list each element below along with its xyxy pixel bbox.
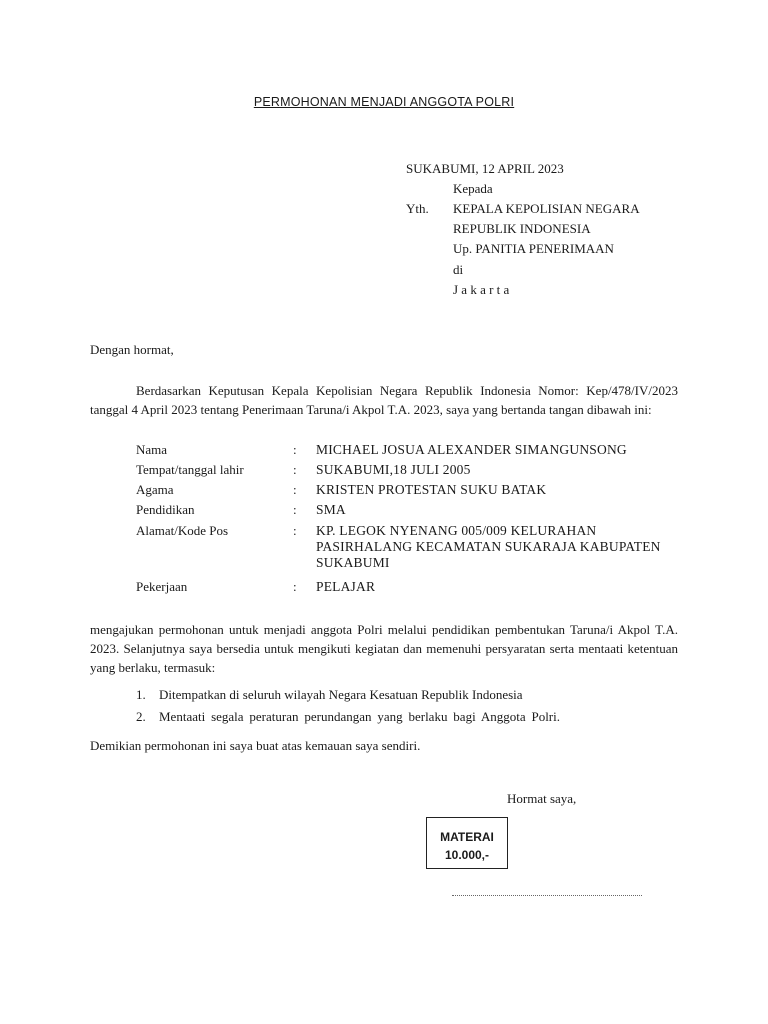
identity-colon: : [293, 442, 297, 457]
recipient-line: Up. PANITIA PENERIMAAN [453, 241, 614, 256]
recipient-line: di [453, 262, 464, 277]
recipient-yth: Yth. [406, 201, 429, 216]
greeting: Dengan hormat, [90, 342, 174, 357]
identity-colon: : [293, 579, 297, 594]
recipient-line: KEPALA KEPOLISIAN NEGARA [453, 201, 640, 216]
identity-value: PELAJAR [316, 579, 376, 594]
identity-label: Agama [136, 482, 174, 497]
list-number: 2. [136, 709, 146, 724]
place-date: SUKABUMI, 12 APRIL 2023 [406, 161, 564, 176]
identity-value: SMA [316, 502, 346, 517]
body-paragraph: mengajukan permohonan untuk menjadi anggota Polri melalui pendidikan pembentukan Taruna/i Akpol T.A. 2023. Selanjutnya saya bersedia untuk mengikuti kegiatan dan memenuhi persyaratan serta mentaati ketentuan yang berlaku, termasuk: [90, 622, 678, 675]
list-text: Mentaati segala peraturan perundangan yang berlaku bagi Anggota Polri. [159, 709, 560, 724]
identity-colon: : [293, 502, 297, 517]
identity-value: KP. LEGOK NYENANG 005/009 KELURAHAN PASIRHALANG KECAMATAN SUKARAJA KABUPATEN SUKABUMI [316, 523, 661, 570]
identity-label: Pendidikan [136, 502, 195, 517]
intro-paragraph: Berdasarkan Keputusan Kepala Kepolisian Negara Republik Indonesia Nomor: Kep/478/IV/2023 tanggal 4 April 2023 tentang Penerimaan Taruna/i Akpol T.A. 2023, saya yang bertanda tangan dibawah ini: [90, 383, 678, 417]
recipient-kepada: Kepada [453, 181, 493, 196]
list-text: Ditempatkan di seluruh wilayah Negara Kesatuan Republik Indonesia [159, 687, 523, 702]
identity-value: KRISTEN PROTESTAN SUKU BATAK [316, 482, 547, 497]
identity-colon: : [293, 462, 297, 477]
signature-line [452, 895, 642, 896]
identity-label: Nama [136, 442, 168, 457]
identity-label: Tempat/tanggal lahir [136, 462, 244, 477]
identity-colon: : [293, 482, 297, 497]
identity-value: MICHAEL JOSUA ALEXANDER SIMANGUNSONG [316, 442, 627, 457]
materai-stamp-box [426, 817, 508, 869]
list-number: 1. [136, 687, 146, 702]
stamp-value: 10.000,- [444, 848, 490, 862]
identity-colon: : [293, 523, 297, 538]
stamp-label: MATERAI [440, 830, 494, 844]
identity-label: Alamat/Kode Pos [136, 523, 229, 538]
identity-value: SUKABUMI,18 JULI 2005 [316, 462, 471, 477]
recipient-line: J a k a r t a [453, 282, 510, 297]
recipient-line: REPUBLIK INDONESIA [453, 221, 591, 236]
signoff: Hormat saya, [507, 791, 577, 806]
identity-label: Pekerjaan [136, 579, 188, 594]
document-title: PERMOHONAN MENJADI ANGGOTA POLRI [253, 95, 515, 109]
closing-sentence: Demikian permohonan ini saya buat atas kemauan saya sendiri. [90, 738, 421, 753]
